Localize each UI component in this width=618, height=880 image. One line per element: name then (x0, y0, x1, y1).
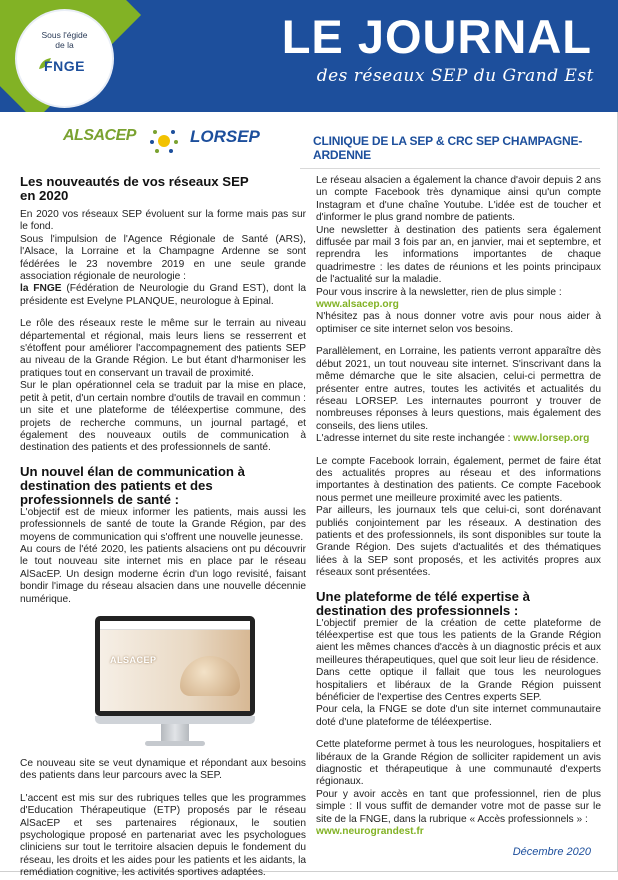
heading-line2: en 2020 (20, 188, 69, 203)
paragraph: Cette plateforme permet à tous les neurologues, hospitaliers et libéraux de la Grande Région de solliciter rapidement un avis diagnostic et thérapeutique à une communauté d'experts régionaux. (316, 739, 601, 788)
article-heading-communication: Un nouvel élan de communication à destination des patients et des professionnels de santé : (20, 463, 245, 507)
clinique-label: CLINIQUE DE LA SEP & CRC SEP CHAMPAGNE-ARDENNE (313, 134, 583, 162)
journal-title: LE JOURNAL (281, 10, 592, 63)
paragraph: Pour y avoir accès en tant que professionnel, rien de plus simple : Il vous suffit de demander votre mot de passe sur le site de la FNGE, dans la rubrique « Accès professionnels » : (316, 788, 601, 825)
computer-screen (95, 616, 255, 716)
alsacep-sun-icon (147, 126, 181, 156)
paragraph: Le réseau alsacien a également la chance d'avoir depuis 2 ans un compte Facebook très dynamique ainsi qu'un compte Instagram et d'une chaîne Youtube. L'idée est de toucher et d'informer le plus grand nombre de patients. (316, 175, 601, 224)
paragraph: Dans cette optique il fallait que tous les neurologues hospitaliers et libéraux de la Grande Région puissent bénéficier de l'expertise des Centres experts SEP. (316, 667, 601, 704)
alsacep-link[interactable]: www.alsacep.org (316, 299, 399, 311)
address-text: L'adresse internet du site reste inchangée : (316, 433, 514, 445)
right-column (316, 175, 601, 839)
paragraph: Au cours de l'été 2020, les patients alsaciens ont pu découvrir le tout nouveau site internet mis en place par le réseau AlSacEP. Un design moderne écrin d'un logo revisité, faisant bondir l'image du réseau alsacien dans une nouvelle décennie numérique. (20, 543, 306, 605)
partners-band (0, 112, 618, 168)
paragraph: Le rôle des réseaux reste le même sur le terrain au niveau départemental et régional, mais leurs liens se resserrent et s'étoffent pour améliorer l'accompagnement des patients SEP au niveau de la Grande Région. Le but étant d'harmoniser les pratiques tout en conservant un travail de proximité. (20, 318, 306, 379)
left-column (20, 175, 306, 880)
article-heading-plateforme: Une plateforme de télé expertise à destination des professionnels : (316, 588, 531, 618)
computer-illustration (95, 616, 255, 748)
lorsep-link[interactable]: www.lorsep.org (513, 433, 590, 445)
fnge-label: FNGE (44, 58, 85, 74)
fnge-bold: la FNGE (20, 283, 62, 295)
paragraph: L'objectif est de mieux informer les patients, mais aussi les professionnels de santé de toute la Grande Région, par des moyens de communication qui s'offrent une nouvelle jeunesse. (20, 506, 306, 543)
paragraph: Pour cela, la FNGE se dote d'un site internet communautaire doté d'une plateforme de téléexpertise. (316, 704, 601, 728)
neurograndest-link[interactable]: www.neurograndest.fr (316, 826, 424, 838)
fnge-logo (17, 11, 112, 106)
website-brand: ALSACEP (110, 654, 157, 665)
paragraph-lorsep-address (316, 433, 601, 445)
heading-line1: Les nouveautés de vos réseaux SEP (20, 174, 249, 189)
paragraph: Pour vous inscrire à la newsletter, rien de plus simple : (316, 286, 562, 298)
paragraph: En 2020 vos réseaux SEP évoluent sur la forme mais pas sur le fond. (20, 209, 306, 233)
paragraph: Parallèlement, en Lorraine, les patients verront apparaître dès début 2021, un tout nouveau site internet. S'inscrivant dans la même démarche que le site alsacien, celui-ci permettra de présenter entre autres, toutes les activités et actualités du réseau LORSEP. Les internautes pourront y trouver de nombreuses réponses à leurs questions, mais également des conseils, des liens utiles. (316, 346, 601, 432)
article-heading-nouveautes (20, 175, 306, 203)
paragraph: Ce nouveau site se veut dynamique et répondant aux besoins des patients dans leur parcours avec la SEP. (20, 757, 306, 782)
paragraph-fnge (20, 283, 306, 308)
lorsep-logo (190, 127, 260, 147)
paragraph: Sous l'impulsion de l'Agence Régionale de Santé (ARS), l'Alsace, la Lorraine et la Champagne Ardenne se sont fédérées le 23 novembre 2019 en une seule grande association régionale de neurologie : (20, 233, 306, 283)
paragraph: L'accent est mis sur des rubriques telles que les programmes d'Education Thérapeutique (ETP) proposés par le réseau AlSacEP et ses partenaires régionaux, le soutien psychologique proposé en partenariat avec les psychologues cliniciens sur tout le territoire alsacien depuis le fondement du réseau, les droits et les aides pour les patients et les aidants, la remédiation cognitive, les activités sportives adaptées. (20, 792, 306, 879)
computer-foot (145, 741, 205, 746)
header-rule (300, 168, 600, 169)
hand-image (180, 656, 240, 696)
egide-line2: de la (55, 40, 74, 50)
paragraph: Par ailleurs, les journaux tels que celui-ci, sont dorénavant publiés conjointement par les réseaux. A destination des patients et des professionnels, ils sont disponibles sur toute la Grande Région. Des sujets d'actualités et des thématiques liées à la SEP sont proposés, et les activités propres aux réseaux sont présentées. (316, 505, 601, 579)
egide-text (17, 30, 112, 50)
lorsep-logo-text: LORSEP (190, 127, 260, 146)
journal-subtitle: des réseaux SEP du Grand Est (316, 66, 594, 86)
fnge-rest: (Fédération de Neurologie du Grand EST), dont la présidente est Evelyne PLANQUE, neurologue à Epinal. (20, 283, 306, 307)
paragraph: Sur le plan opérationnel cela se traduit par la mise en place, petit à petit, d'un certain nombre d'outils de travail en commun : un site et une plateforme de téléexpertise commune, des projets de recherche communs, un journal partagé, et également des nouveaux outils de communication à destination des patients et des professionnels de santé. (20, 380, 306, 454)
computer-chin (95, 716, 255, 724)
paragraph: L'objectif premier de la création de cette plateforme de téléexpertise est que tous les patients de la Grande Région aient les mêmes chances d'accès à un diagnostic précis et aux meilleures thérapeutiques, quel que soit leur lieu de résidence. (316, 617, 601, 666)
paragraph: N'hésitez pas à nous donner votre avis pour nous aider à optimiser ce site internet selon vos besoins. (316, 311, 601, 335)
website-preview (100, 621, 250, 711)
website-navbar (100, 621, 250, 630)
paragraph: Une newsletter à destination des patients sera également diffusée par mail 3 fois par an, en janvier, mai et septembre, et reprendra les informations importantes de chaque quadrimestre : les dates de réunions et les points principaux de l'actualité sur la maladie. (316, 224, 601, 286)
header-banner (0, 0, 618, 112)
alsacep-logo-text: ALSACEP (63, 127, 136, 144)
egide-line1: Sous l'égide (41, 30, 88, 40)
alsacep-logo (63, 127, 136, 145)
computer-stand (161, 724, 189, 742)
paragraph: Le compte Facebook lorrain, également, permet de faire état des actualités propres au réseau et des informations importantes à destination des patients. Ce compte Facebook nous permet une meilleure proximité avec les patients. (316, 455, 601, 504)
issue-date: Décembre 2020 (512, 846, 591, 858)
